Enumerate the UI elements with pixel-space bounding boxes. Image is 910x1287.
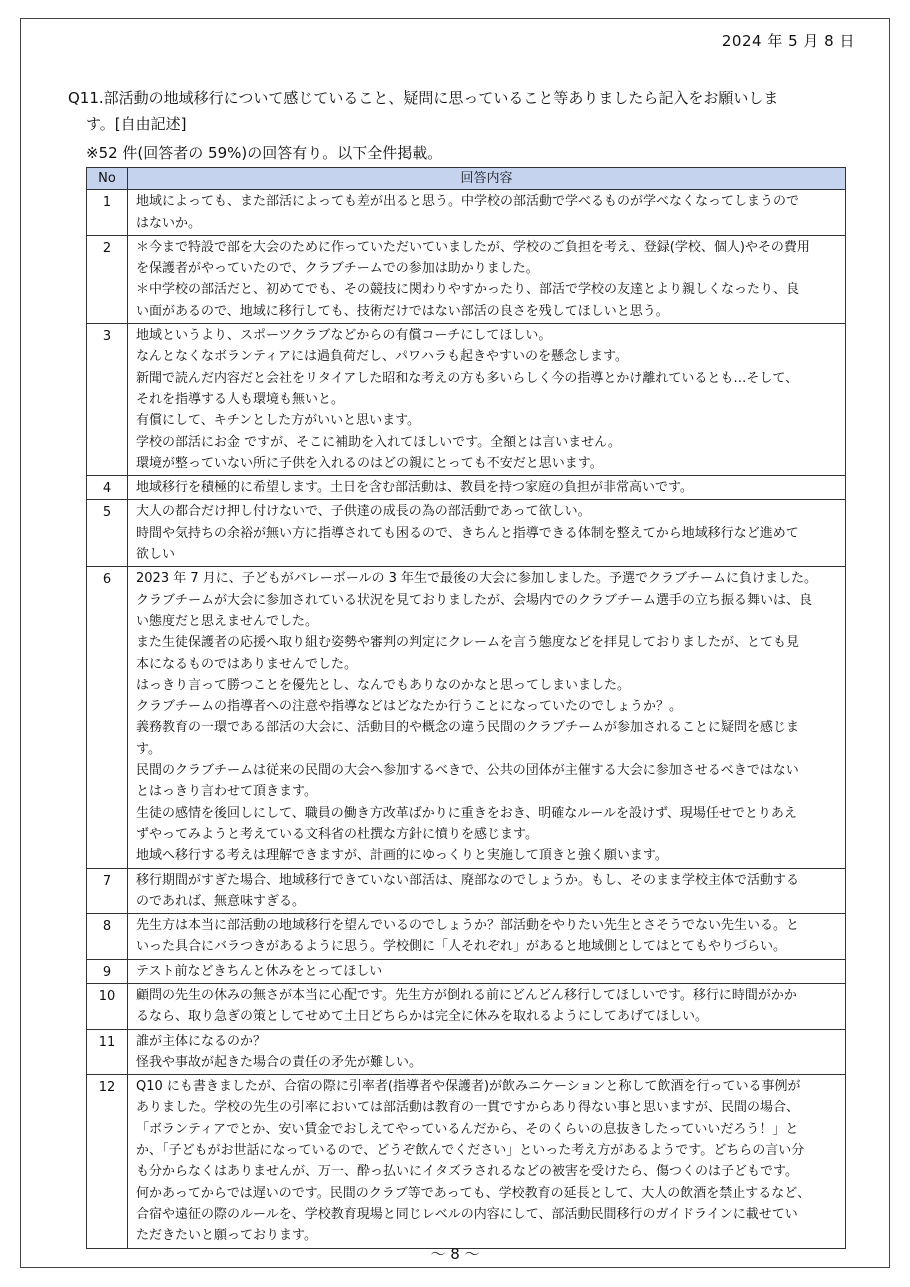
response-content <box>128 235 846 323</box>
response-line: 先生方は本当に部活動の地域移行を望んでいるのでしょうか？部活動をやりたい先生とさそうでない先生いる。と <box>136 918 800 934</box>
response-line: のであれば、無意味すぎる。 <box>136 893 306 909</box>
row-number: 1 <box>87 190 128 236</box>
page-number: ～ 8 ～ <box>430 1245 480 1263</box>
response-content <box>128 190 846 236</box>
response-content <box>128 1075 846 1248</box>
table-row <box>87 983 846 1029</box>
response-line: 2023 年 7 月に、子どもがバレーボールの 3 年生で最後の大会に参加しました。予選でクラブチームに負けました。 <box>136 571 818 587</box>
response-line: とはっきり言わせて頂きます。 <box>136 784 317 800</box>
table-row <box>87 324 846 476</box>
response-line: 合宿や遠征の際のルールを、学校教育現場と同じレベルの内容にして、部活動民間移行のガイドラインに載せてい <box>136 1206 798 1222</box>
question-line-2: す。[自由記述] <box>86 115 187 133</box>
table-row <box>87 1075 846 1248</box>
response-content <box>128 959 846 983</box>
response-line: それを指導する人も環境も無いと。 <box>136 391 345 407</box>
response-line: はないか。 <box>136 215 202 231</box>
response-line: 地域へ移行する考えは理解できますが、計画的にゆっくりと実施して頂きと強く願います。 <box>136 848 668 864</box>
response-line: 新聞で読んだ内容だと会社をリタイアした昭和な考えの方も多いらしく今の指導とかけ離れているとも…そして、 <box>136 370 799 386</box>
row-number: 4 <box>87 476 128 500</box>
response-content <box>128 324 846 476</box>
response-line: 大人の都合だけ押し付けないで、子供達の成長の為の部活動であって欲しい。 <box>136 504 591 520</box>
row-number: 7 <box>87 868 128 914</box>
response-line: 「ボランティアでとか、安い賃金でおしえてやっているんだから、そのくらいの息抜きしたっていいだろう！」と <box>136 1121 799 1137</box>
response-line: い態度だと思えませんでした。 <box>136 613 319 629</box>
response-line: 学校の部活にお金 ですが、そこに補助を入れてほしいです。全額とは言いません。 <box>136 434 621 450</box>
question-text <box>68 85 858 137</box>
response-line: い面があるので、地域に移行しても、技術だけではない部活の良さを残してほしいと思う。 <box>136 303 669 319</box>
response-content <box>128 1029 846 1075</box>
row-number: 10 <box>87 983 128 1029</box>
response-line: ずやってみようと考えている文科省の杜撰な方針に憤りを感じます。 <box>136 826 538 842</box>
response-line: クラブチームの指導者への注意や指導などはどなたか行うことになっていたのでしょうか？。 <box>136 699 683 715</box>
response-line: も分からなくはありませんが、万一、酔っ払いにイタズラされるなどの被害を受けたら、傷つくのは子どもです。 <box>136 1164 798 1180</box>
answers-table <box>86 167 846 1249</box>
response-line: 何かあってからでは遅いのです。民間のクラブ等であっても、学校教育の延長として、大人の飲酒を禁止するなど、 <box>136 1185 811 1201</box>
response-line: 民間のクラブチームは従来の民間の大会へ参加するべきで、公共の団体が主催する大会に参加させるべきではない <box>136 763 799 779</box>
response-line: を保護者がやっていたので、クラブチームでの参加は助かりました。 <box>136 261 539 277</box>
header-no: No <box>87 168 128 190</box>
response-line: ありました。学校の先生の引率においては部活動は教育の一貫ですからあり得ない事と思いますが、民間の場合、 <box>136 1100 800 1116</box>
response-line: Q10 にも書きましたが、合宿の際に引率者(指導者や保護者)が飲みニケーションと称して飲酒を行っている事例が <box>136 1079 801 1095</box>
table-row <box>87 868 846 914</box>
row-number: 8 <box>87 914 128 960</box>
response-line: 本になるものではありませんでした。 <box>136 656 358 672</box>
response-line: 移行期間がすぎた場合、地域移行できていない部活は、廃部なのでしょうか。もし、そのまま学校主体で活動する <box>136 872 800 888</box>
response-line: 地域移行を積極的に希望します。土日を含む部活動は、教員を持つ家庭の負担が非常高いです。 <box>136 480 693 496</box>
row-number: 2 <box>87 235 128 323</box>
row-number: 6 <box>87 567 128 868</box>
response-line: テスト前などきちんと休みをとってほしい <box>136 963 383 979</box>
row-number: 12 <box>87 1075 128 1248</box>
document-date: 2024 年 5 月 8 日 <box>721 32 855 50</box>
response-line: す。 <box>136 741 161 757</box>
table-row <box>87 476 846 500</box>
response-line: 地域によっても、また部活によっても差が出ると思う。中学校の部活動で学べるものが学べなくなってしまうので <box>136 194 800 210</box>
response-line: 欲しい <box>136 547 176 563</box>
response-note: ※52 件(回答者の 59%)の回答有り。以下全件掲載。 <box>86 144 443 162</box>
response-content <box>128 476 846 500</box>
question-line-1: Q11.部活動の地域移行について感じていること、疑問に思っていること等ありましたら記入をお願いしま <box>68 89 779 107</box>
response-line: 顧問の先生の休みの無さが本当に心配です。先生方が倒れる前にどんどん移行してほしいです。移行に時間がかか <box>136 987 797 1003</box>
response-line: ＊中学校の部活だと、初めてでも、その競技に関わりやすかったり、部活で学校の友達とより親しくなったり、良 <box>136 282 800 298</box>
response-content <box>128 914 846 960</box>
response-line: いった具合にバラつきがあるように思う。学校側に「人それぞれ」があると地域側としてはとてもやりづらい。 <box>136 939 787 955</box>
response-line: か、「子どもがお世話になっているので、どうぞ飲んでください」といった考え方があるようです。どちらの言い分 <box>136 1143 805 1159</box>
table-row <box>87 500 846 567</box>
answers-body <box>87 190 846 1248</box>
response-line: 時間や気持ちの余裕が無い方に指導されても困るので、きちんと指導できる体制を整えてから地域移行など進めて <box>136 525 799 541</box>
table-row <box>87 190 846 236</box>
response-content <box>128 567 846 868</box>
response-line: なんとなくなボランティアには過負荷だし、パワハラも起きやすいのを懸念します。 <box>136 349 628 365</box>
table-row <box>87 235 846 323</box>
header-content: 回答内容 <box>128 168 846 190</box>
response-line: るなら、取り急ぎの策としてせめて土日どちらかは完全に休みを取れるようにしてあげてほしい。 <box>136 1009 709 1025</box>
response-line: はっきり言って勝つことを優先とし、なんでもありなのかなと思ってしまいました。 <box>136 677 631 693</box>
row-number: 3 <box>87 324 128 476</box>
row-number: 11 <box>87 1029 128 1075</box>
response-line: 有償にして、キチンとした方がいいと思います。 <box>136 413 421 429</box>
response-line: 義務教育の一環である部活の大会に、活動目的や概念の違う民間のクラブチームが参加されることに疑問を感じま <box>136 720 800 736</box>
table-row <box>87 914 846 960</box>
response-content <box>128 500 846 567</box>
table-row <box>87 567 846 868</box>
response-line: 生徒の感情を後回しにして、職員の働き方改革ばかりに重きをおき、明確なルールを設けず、現場任せでとりあえ <box>136 805 797 821</box>
response-line: クラブチームが大会に参加されている状況を見ておりましたが、会場内でのクラブチーム選手の立ち振る舞いは、良 <box>136 592 813 608</box>
table-row <box>87 959 846 983</box>
row-number: 9 <box>87 959 128 983</box>
row-number: 5 <box>87 500 128 567</box>
response-line: 地域というより、スポーツクラブなどからの有償コーチにしてほしい。 <box>136 328 552 344</box>
response-line: また生徒保護者の応援へ取り組む姿勢や審判の判定にクレームを言う態度などを拝見しておりましたが、とても見 <box>136 635 800 651</box>
response-content <box>128 983 846 1029</box>
table-header-row <box>87 168 846 190</box>
response-content <box>128 868 846 914</box>
table-row <box>87 1029 846 1075</box>
response-line: 誰が主体になるのか？ <box>136 1033 267 1049</box>
response-line: 環境が整っていない所に子供を入れるのはどの親にとっても不安だと思います。 <box>136 455 603 471</box>
response-line: ＊今まで特設で部を大会のために作っていただいていましたが、学校のご負担を考え、登録(学校、個人)やその費用 <box>136 239 810 255</box>
response-line: ただきたいと願っております。 <box>136 1228 317 1244</box>
response-line: 怪我や事故が起きた場合の責任の矛先が難しい。 <box>136 1054 423 1070</box>
